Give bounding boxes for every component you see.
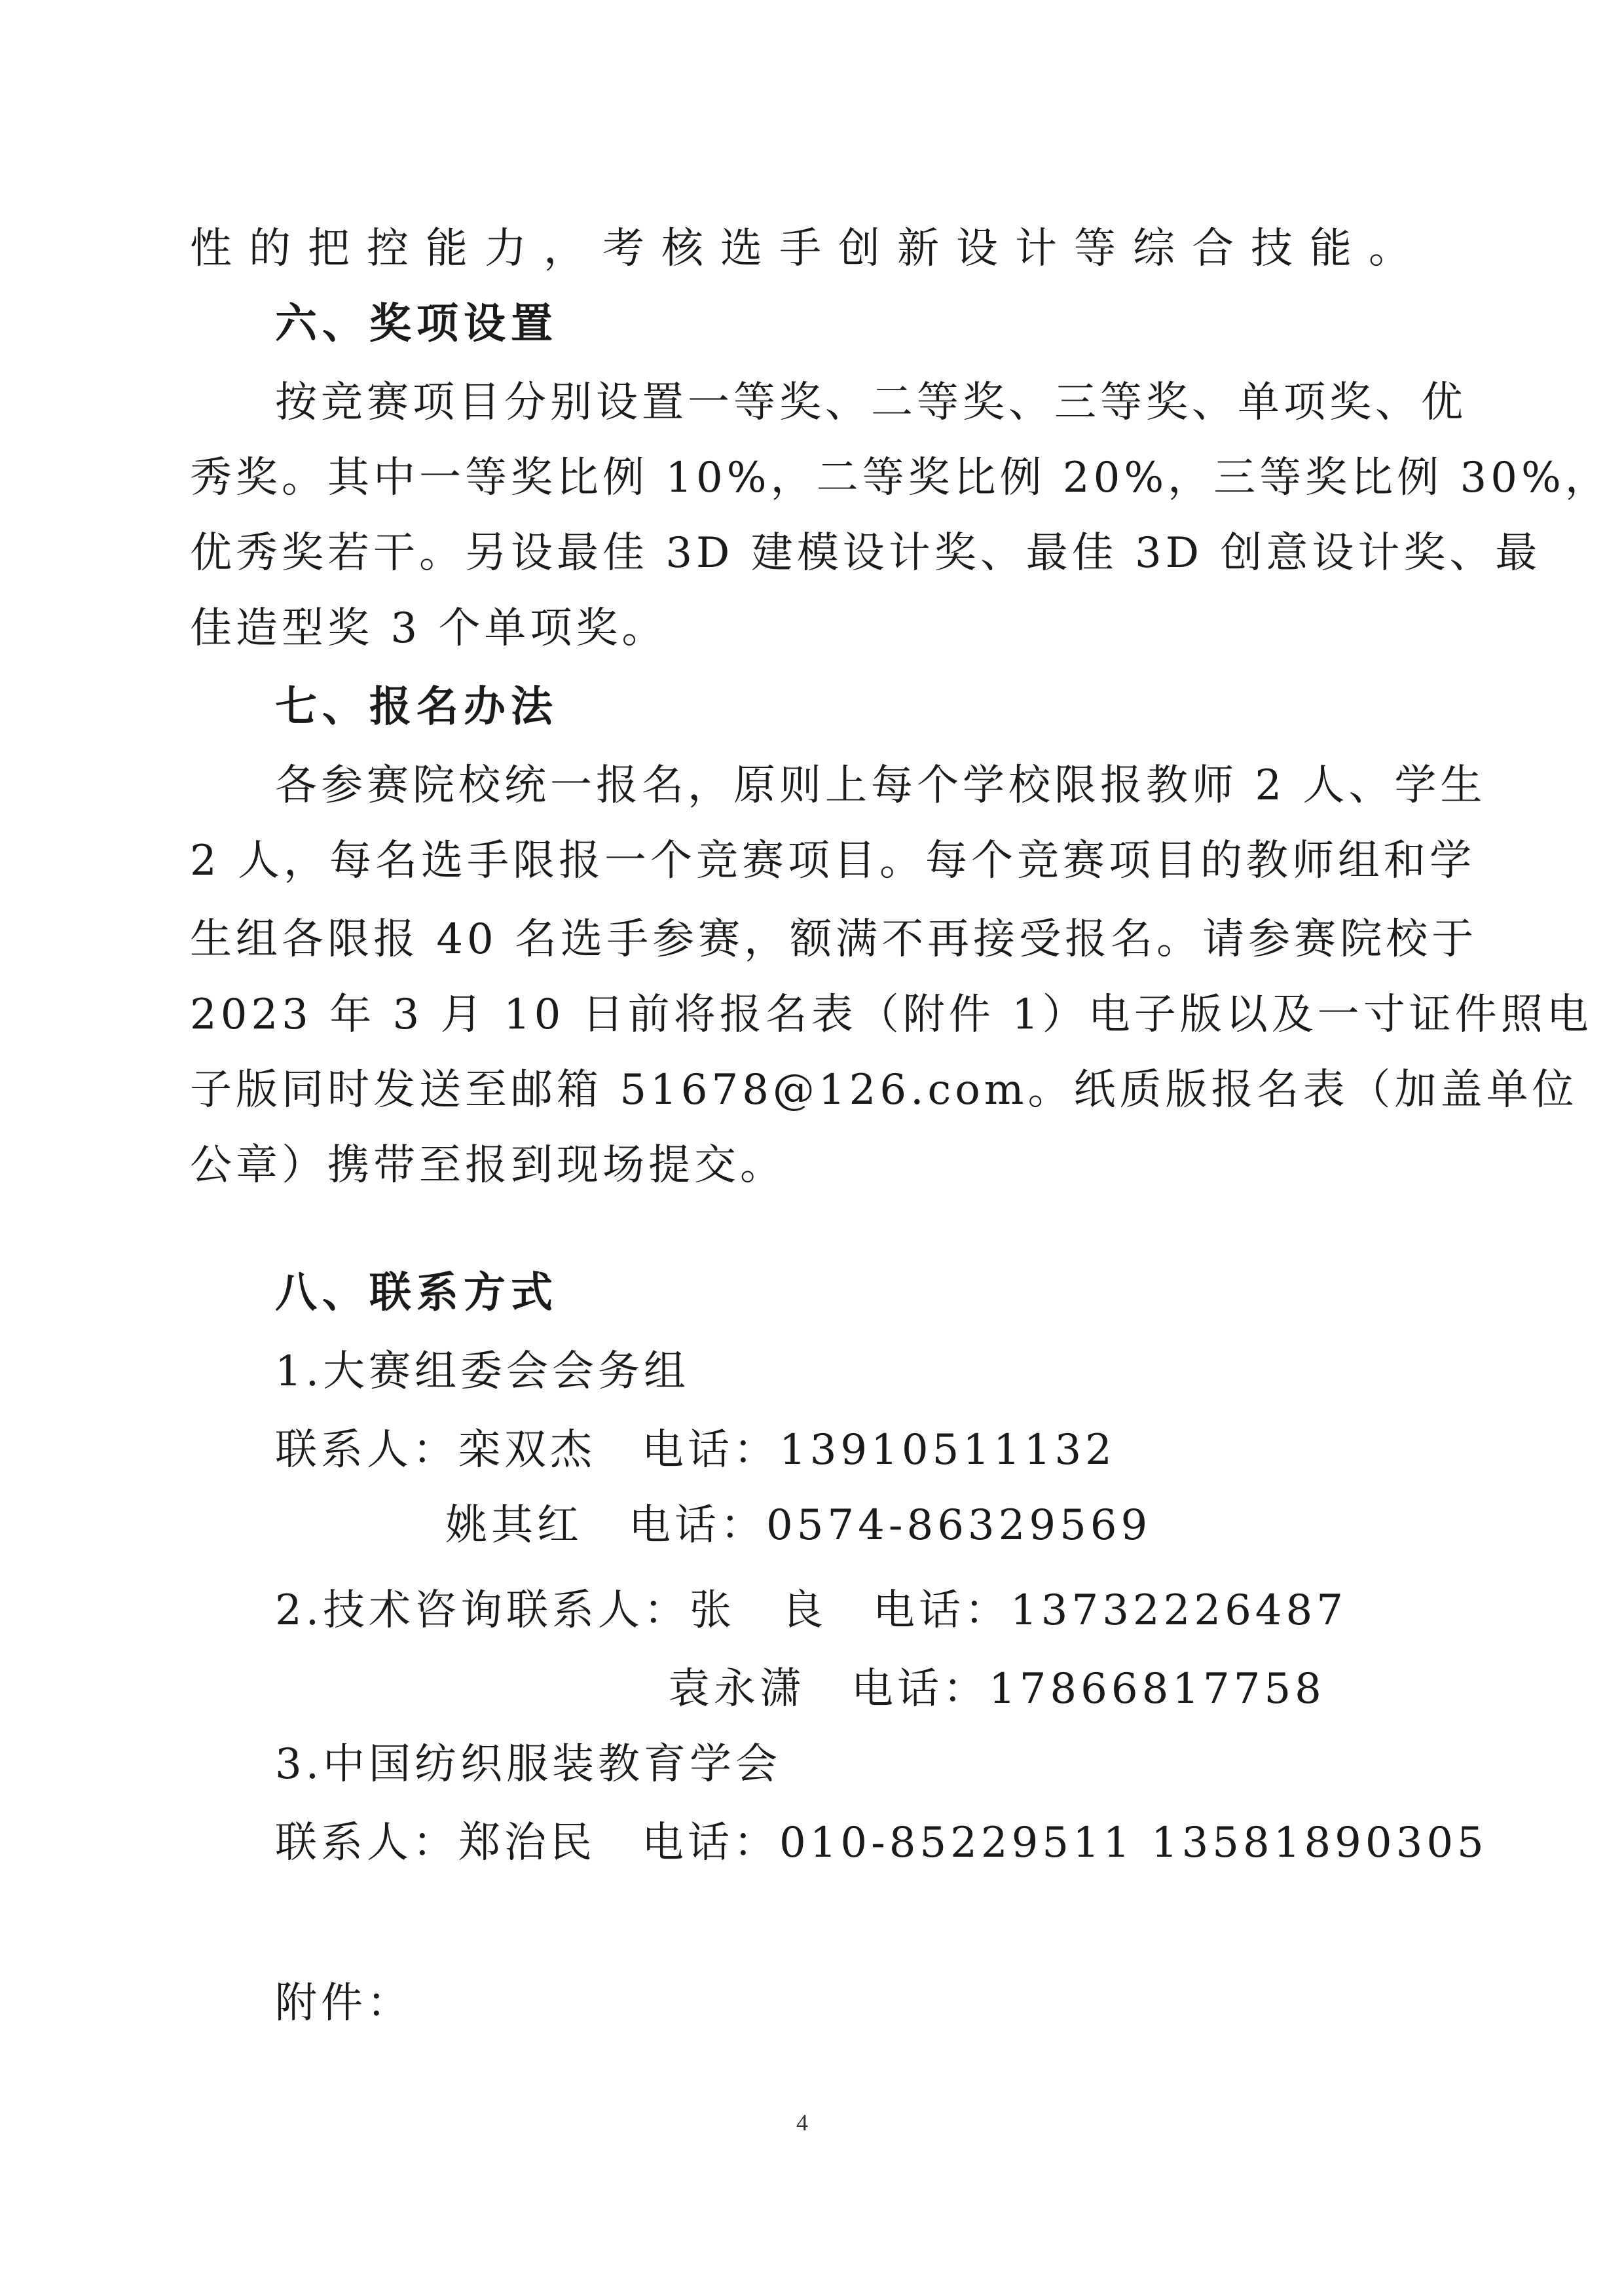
contact-row: 姚其红 电话：0574-86329569 xyxy=(445,1501,1152,1550)
attachment-label: 附件： xyxy=(275,1979,413,2028)
contact-group-title: 1.大赛组委会会务组 xyxy=(275,1347,690,1396)
contact-row: 联系人：郑治民 电话：010-85229511 13581890305 xyxy=(275,1819,1488,1867)
section-heading-awards: 六、奖项设置 xyxy=(275,300,558,348)
contact-row: 2.技术咨询联系人：张 良 电话：13732226487 xyxy=(275,1586,1347,1635)
paragraph-line: 优秀奖若干。另设最佳 3D 建模设计奖、最佳 3D 创意设计奖、最 xyxy=(190,529,1541,577)
section-heading-registration: 七、报名办法 xyxy=(275,683,558,731)
paragraph-line: 子版同时发送至邮箱 51678@126.com。纸质版报名表（加盖单位 xyxy=(190,1066,1578,1114)
paragraph-line: 佳造型奖 3 个单项奖。 xyxy=(190,604,668,653)
contact-row: 袁永潇 电话：17866817758 xyxy=(668,1665,1325,1713)
contact-group-title: 3.中国纺织服装教育学会 xyxy=(275,1740,782,1789)
paragraph-line: 按竞赛项目分别设置一等奖、二等奖、三等奖、单项奖、优 xyxy=(275,378,1467,427)
paragraph-line: 秀奖。其中一等奖比例 10%，二等奖比例 20%，三等奖比例 30%， xyxy=(190,454,1611,502)
page-number: 4 xyxy=(796,2109,808,2136)
paragraph-line: 公章）携带至报到现场提交。 xyxy=(190,1141,786,1190)
paragraph-line: 性的把控能力，考核选手创新设计等综合技能。 xyxy=(190,225,1414,273)
contact-row: 联系人：栾双杰 电话：13910511132 xyxy=(275,1426,1116,1474)
paragraph-line: 2 人，每名选手限报一个竞赛项目。每个竞赛项目的教师组和学 xyxy=(190,837,1476,885)
section-heading-contact: 八、联系方式 xyxy=(275,1269,558,1317)
paragraph-line: 各参赛院校统一报名，原则上每个学校限报教师 2 人、学生 xyxy=(275,761,1486,810)
paragraph-line: 生组各限报 40 名选手参赛，额满不再接受报名。请参赛院校于 xyxy=(190,915,1478,964)
paragraph-line: 2023 年 3 月 10 日前将报名表（附件 1）电子版以及一寸证件照电 xyxy=(190,991,1593,1039)
